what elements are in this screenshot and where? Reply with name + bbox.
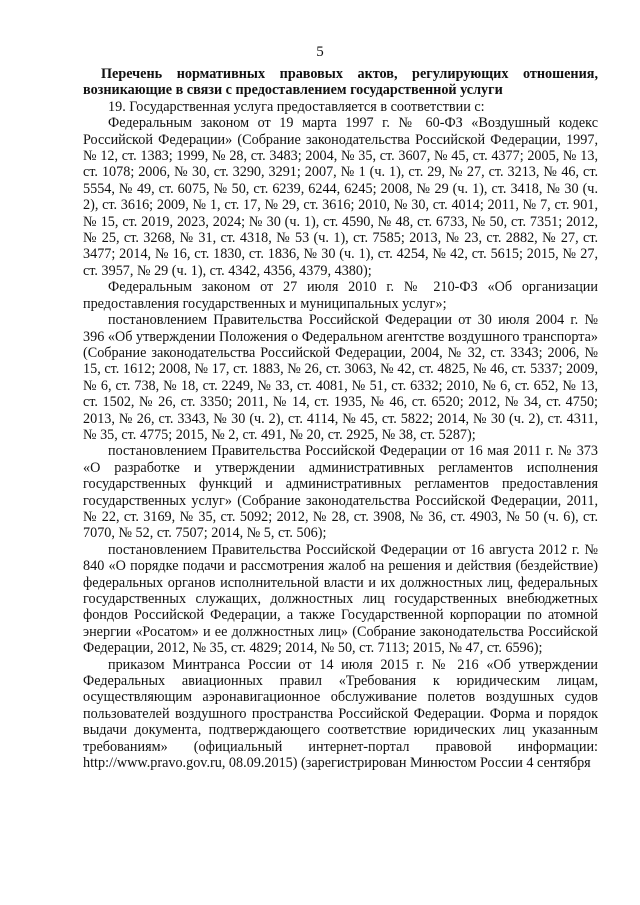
paragraph-air-code: Федеральным законом от 19 марта 1997 г. № 60-ФЗ «Воздушный кодекс Российской Федерации» (Собрание законодательства Российской Федерации, 1997, № 12, ст. 1383; 1999, № 28, ст. 3483; 2004, № 35, ст. 3607, № 45, ст. 4377; 2005, № 13, ст. 1078; 2006, № 30, ст. 3290, 3291; 2007, № 1 (ч. 1), ст. 29, № 27, ст. 3213, № 46, ст. 5554, № 49, ст. 6075, № 50, ст. 6239, 6244, 6245; 2008, № 29 (ч. 1), ст. 3418, № 30 (ч. 2), ст. 3616; 2009, № 1, ст. 17, № 29, ст. 3616; 2010, № 30, ст. 4014; 2011, № 7, ст. 901, № 15, ст. 2019, 2023, 2024; № 30 (ч. 1), ст. 4590, № 48, ст. 6733, № 50, ст. 7351; 2012, № 25, ст. 3268, № 31, ст. 4318, № 53 (ч. 1), ст. 7585; 2013, № 23, ст. 2882, № 27, ст. 3477; 2014, № 16, ст. 1830, ст. 1836, № 30 (ч. 1), ст. 4254, № 42, ст. 5615; 2015, № 27, ст. 3957, № 29 (ч. 1), ст. 4342, 4356, 4379, 4380);: [83, 115, 598, 279]
paragraph-decree-840: постановлением Правительства Российской Федерации от 16 августа 2012 г. № 840 «О порядке подачи и рассмотрения жалоб на решения и действия (бездействие) федеральных органов исполнительной власти и их должностных лиц, федеральных государственных служащих, должностных лиц государственных внебюджетных фондов Российской Федерации, а также Государственной корпорации по атомной энергии «Росатом» и ее должностных лиц» (Собрание законодательства Российской Федерации, 2012, № 35, ст. 4829; 2014, № 50, ст. 7113; 2015, № 47, ст. 6596);: [83, 541, 598, 657]
paragraph-decree-373: постановлением Правительства Российской Федерации от 16 мая 2011 г. № 373 «О разработке и утверждении административных регламентов исполнения государственных функций и административных регламентов предоставления государственных услуг» (Собрание законодательства Российской Федерации, 2011, № 22, ст. 3169, № 35, ст. 5092; 2012, № 28, ст. 3908, № 36, ст. 4903, № 50 (ч. 6), ст. 7070, № 52, ст. 7507; 2014, № 5, ст. 506);: [83, 443, 598, 542]
page-number: 5: [316, 44, 324, 60]
paragraph-decree-396: постановлением Правительства Российской Федерации от 30 июля 2004 г. № 396 «Об утверждении Положения о Федеральном агентстве воздушного транспорта» (Собрание законодательства Российской Федерации, 2004, № 32, ст. 3343; 2006, № 15, ст. 1612; 2008, № 17, ст. 1883, № 26, ст. 3063, № 42, ст. 4825, № 46, ст. 5337; 2009, № 6, ст. 738, № 18, ст. 2249, № 33, ст. 4081, № 51, ст. 6332; 2010, № 6, ст. 652, № 13, ст. 1502, № 26, ст. 3350; 2011, № 14, ст. 1935, № 46, ст. 6520; 2012, № 34, ст. 4750; 2013, № 26, ст. 3343, № 30 (ч. 2), ст. 4114, № 45, ст. 5822; 2014, № 30 (ч. 2), ст. 4311, № 35, ст. 4775; 2015, № 2, ст. 491, № 20, ст. 2925, № 38, ст. 5287);: [83, 312, 598, 443]
paragraph-intro: 19. Государственная услуга предоставляется в соответствии с:: [108, 98, 485, 115]
document-body: [83, 66, 598, 771]
paragraph-law-210: Федеральным законом от 27 июля 2010 г. № 210-ФЗ «Об организации предоставления государственных и муниципальных услуг»;: [83, 279, 598, 312]
section-title: Перечень нормативных правовых актов, регулирующих отношения, возникающие в связи с предоставлением государственной услуги: [83, 66, 598, 99]
paragraph-order-216: приказом Минтранса России от 14 июля 2015 г. № 216 «Об утверждении Федеральных авиационных правил «Требования к юридическим лицам, осуществляющим аэронавигационное обслуживание полетов воздушных судов пользователей воздушного пространства Российской Федерации. Форма и порядок выдачи документа, подтверждающего соответствие юридических лиц указанным требованиям» (официальный интернет-портал правовой информации: http://www.pravo.gov.ru, 08.09.2015) (зарегистрирован Минюстом России 4 сентября: [83, 656, 598, 772]
